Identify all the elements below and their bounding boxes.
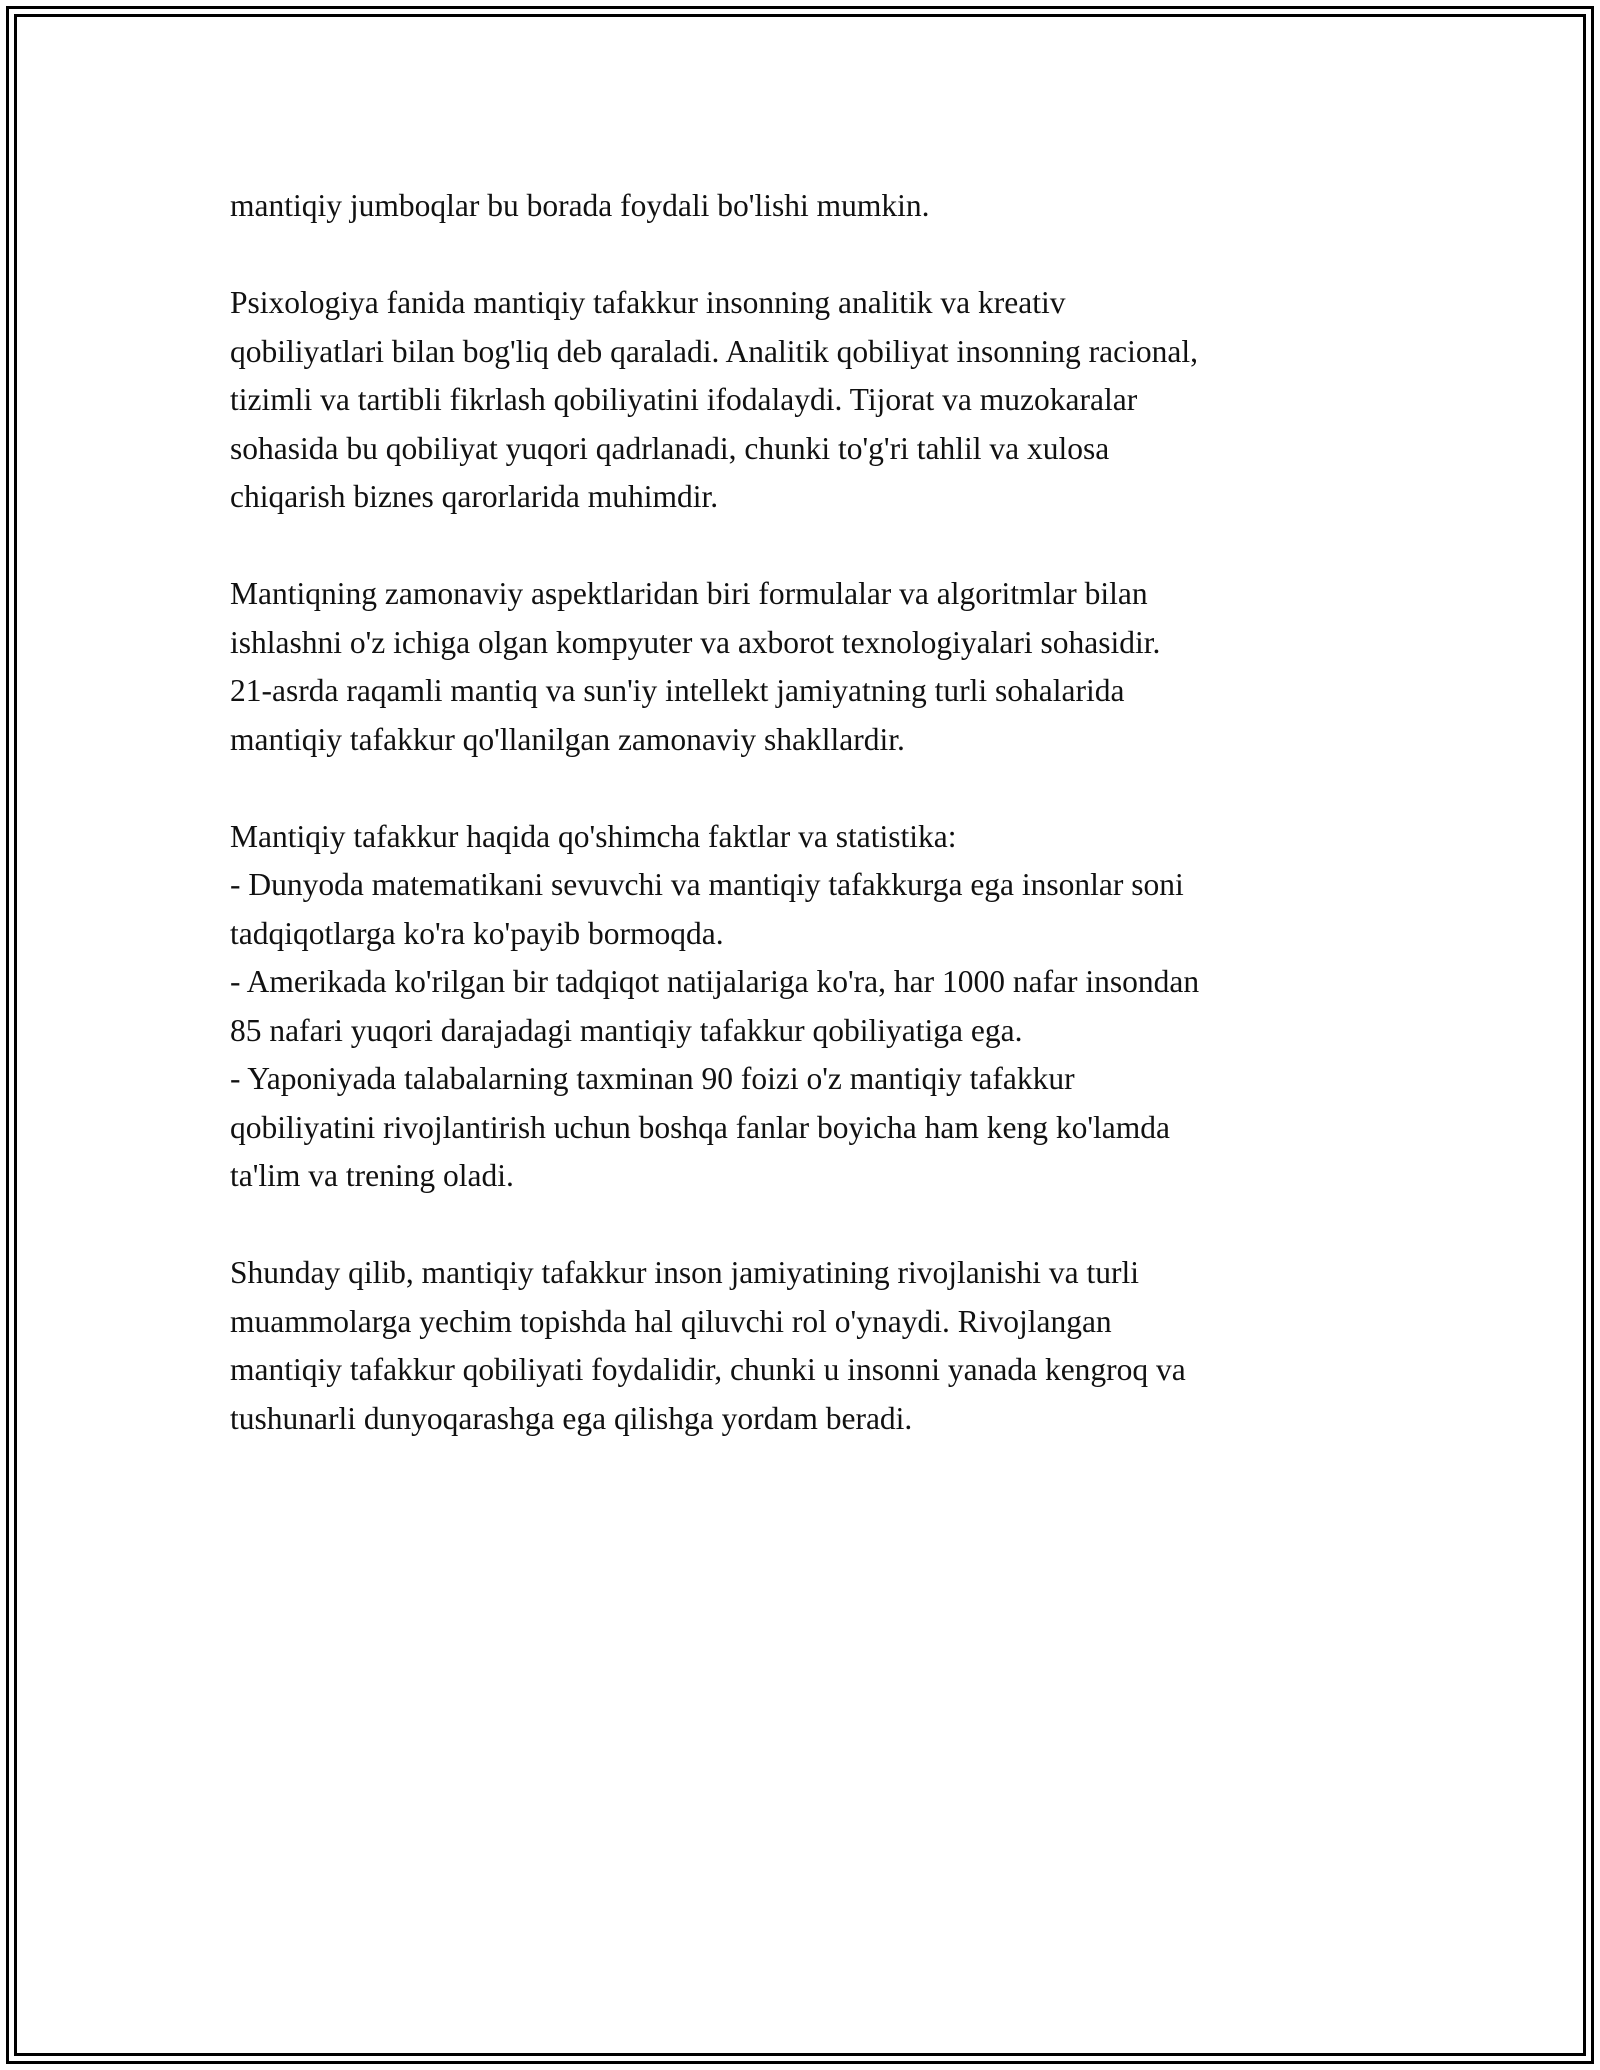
document-body [230,182,1370,1492]
paragraph-modern-logic: Mantiqning zamonaviy aspektlaridan biri formulalar va algoritmlar bilan ishlashni o'z ichiga olgan kompyuter va axborot texnologiyalari sohasidir. 21-asrda raqamli mantiq va sun'iy intellekt jamiyatning turli sohalarida mantiqiy tafakkur qo'llanilgan zamonaviy shakllardir. [230,576,1161,757]
paragraph-psychology: Psixologiya fanida mantiqiy tafakkur insonning analitik va kreativ qobiliyatlari bilan bog'liq deb qaraladi. Analitik qobiliyat insonning racional, tizimli va tartibli fikrlash qobiliyatini ifodalaydi. Tijorat va muzokaralar sohasida bu qobiliyat yuqori qadrlanadi, chunki to'g'ri tahlil va xulosa chiqarish biznes qarorlarida muhimdir. [230,285,1198,514]
paragraph-continuation: mantiqiy jumboqlar bu borada foydali bo'lishi mumkin. [230,188,930,223]
paragraph-facts-statistics: Mantiqiy tafakkur haqida qo'shimcha faktlar va statistika: - Dunyoda matematikani sevuvchi va mantiqiy tafakkurga ega insonlar soni tadqiqotlarga ko'ra ko'payib bormoqda. - Amerikada ko'rilgan bir tadqiqot natijalariga ko'ra, har 1000 nafar insondan 85 nafari yuqori darajadagi mantiqiy tafakkur qobiliyatiga ega. - Yaponiyada talabalarning taxminan 90 foizi o'z mantiqiy tafakkur qobiliyatini rivojlantirish uchun boshqa fanlar boyicha ham keng ko'lamda ta'lim va trening oladi. [230,818,1200,1193]
paragraph-conclusion: Shunday qilib, mantiqiy tafakkur inson jamiyatining rivojlanishi va turli muammolarga yechim topishda hal qiluvchi rol o'ynaydi. Rivojlangan mantiqiy tafakkur qobiliyati foydalidir, chunki u insonni yanada kengroq va tushunarli dunyoqarashga ega qilishga yordam beradi. [230,1255,1186,1436]
